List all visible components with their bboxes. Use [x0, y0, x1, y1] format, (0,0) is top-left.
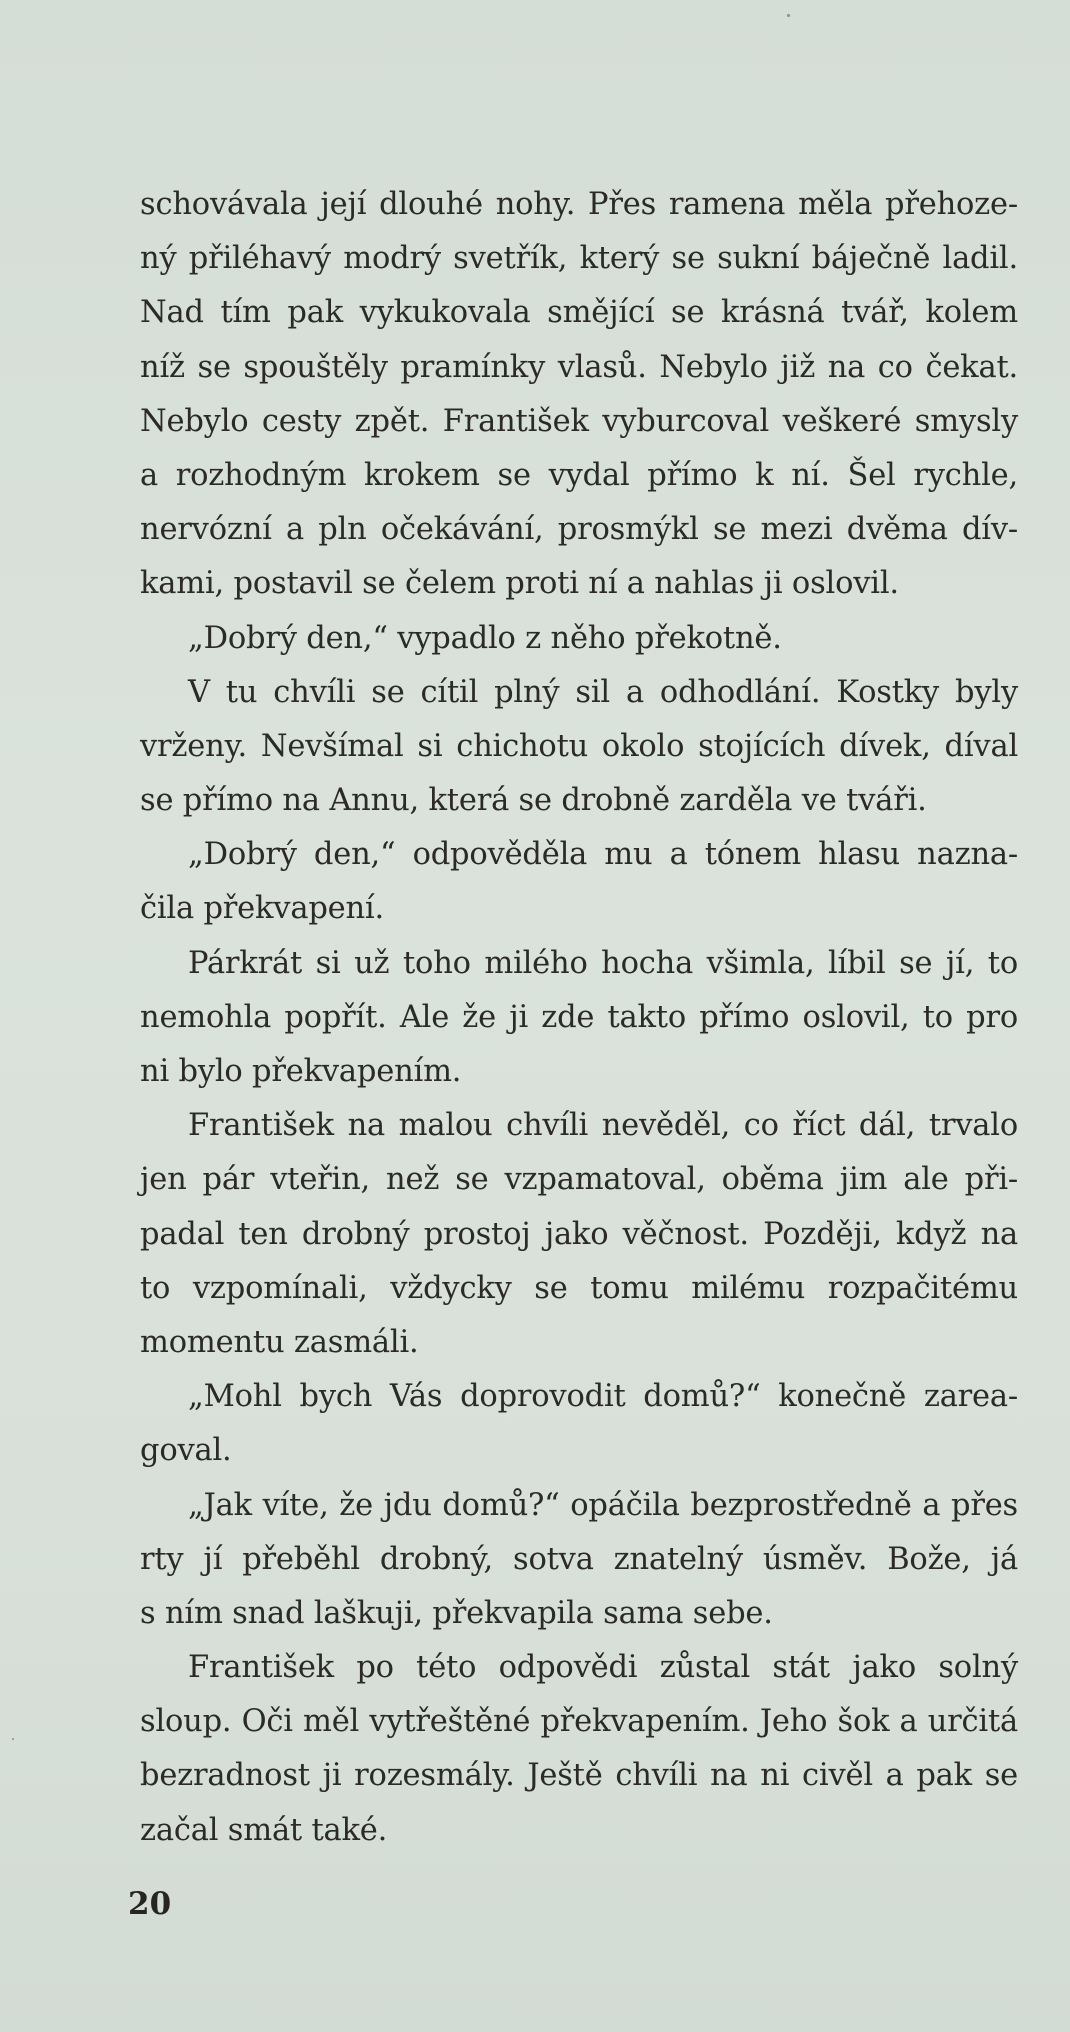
text-line: schovávala její dlouhé nohy. Přes ramena měla přehoze- [140, 187, 1018, 222]
text-line: níž se spouštěly pramínky vlasů. Nebylo již na co čekat. [140, 349, 1018, 385]
text-line: padal ten drobný prostoj jako věčnost. Později, když na [140, 1216, 1018, 1252]
text-line: „Dobrý den,“ vypadlo z něho překotně. [188, 620, 782, 656]
text-line: rty jí přeběhl drobný, sotva znatelný úsměv. Bože, já [140, 1541, 1018, 1577]
text-line: začal smát také. [140, 1812, 388, 1848]
text-line: Párkrát si už toho milého hocha všimla, líbil se jí, to [188, 945, 1018, 981]
text-line: „Mohl bych Vás doprovodit domů?“ konečně zarea- [188, 1379, 1018, 1415]
text-line: ný přiléhavý modrý svetřík, který se sukní báječně ladil. [140, 241, 1018, 277]
text-line: ni bylo překvapením. [140, 1054, 462, 1089]
text-line: se přímo na Annu, která se drobně zarděla ve tváři. [140, 783, 927, 819]
text-line: František po této odpovědi zůstal stát jako solný [188, 1650, 1018, 1686]
text-line: jen pár vteřin, než se vzpamatoval, oběma jim ale při- [140, 1162, 1018, 1198]
text-line: Nebylo cesty zpět. František vyburcoval veškeré smysly [140, 403, 1018, 439]
text-line: čila překvapení. [140, 891, 384, 927]
text-line: sloup. Oči měl vytřeštěné překvapením. Jeho šok a určitá [140, 1704, 1018, 1740]
text-line: to vzpomínali, vždycky se tomu milému rozpačitému [140, 1270, 1018, 1306]
text-line: V tu chvíli se cítil plný sil a odhodlání. Kostky byly [188, 674, 1018, 710]
text-line: vrženy. Nevšímal si chichotu okolo stojících dívek, díval [140, 728, 1018, 764]
text-line: goval. [140, 1433, 232, 1469]
text-line: a rozhodným krokem se vydal přímo k ní. Šel rychle, [140, 457, 1018, 493]
paper-speck [12, 1738, 14, 1740]
text-line: „Dobrý den,“ odpověděla mu a tónem hlasu nazna- [188, 837, 1018, 873]
body-text [140, 178, 1018, 1858]
text-line: s ním snad laškuji, překvapila sama sebe. [140, 1595, 773, 1631]
text-line: nervózní a pln očekávání, prosmýkl se mezi dvěma dív- [140, 512, 1018, 548]
paper-speck [787, 14, 790, 17]
page-number: 20 [128, 1886, 172, 1922]
text-line: František na malou chvíli nevěděl, co říct dál, trvalo [188, 1108, 1018, 1144]
text-line: nemohla popřít. Ale že ji zde takto přímo oslovil, to pro [140, 999, 1018, 1035]
text-line: kami, postavil se čelem proti ní a nahlas ji oslovil. [140, 566, 899, 602]
text-line: „Jak víte, že jdu domů?“ opáčila bezprostředně a přes [188, 1487, 1018, 1523]
text-line: bezradnost ji rozesmály. Ještě chvíli na ni civěl a pak se [140, 1758, 1018, 1794]
text-line: Nad tím pak vykukovala smějící se krásná tvář, kolem [140, 295, 1018, 331]
text-line: momentu zasmáli. [140, 1324, 419, 1360]
